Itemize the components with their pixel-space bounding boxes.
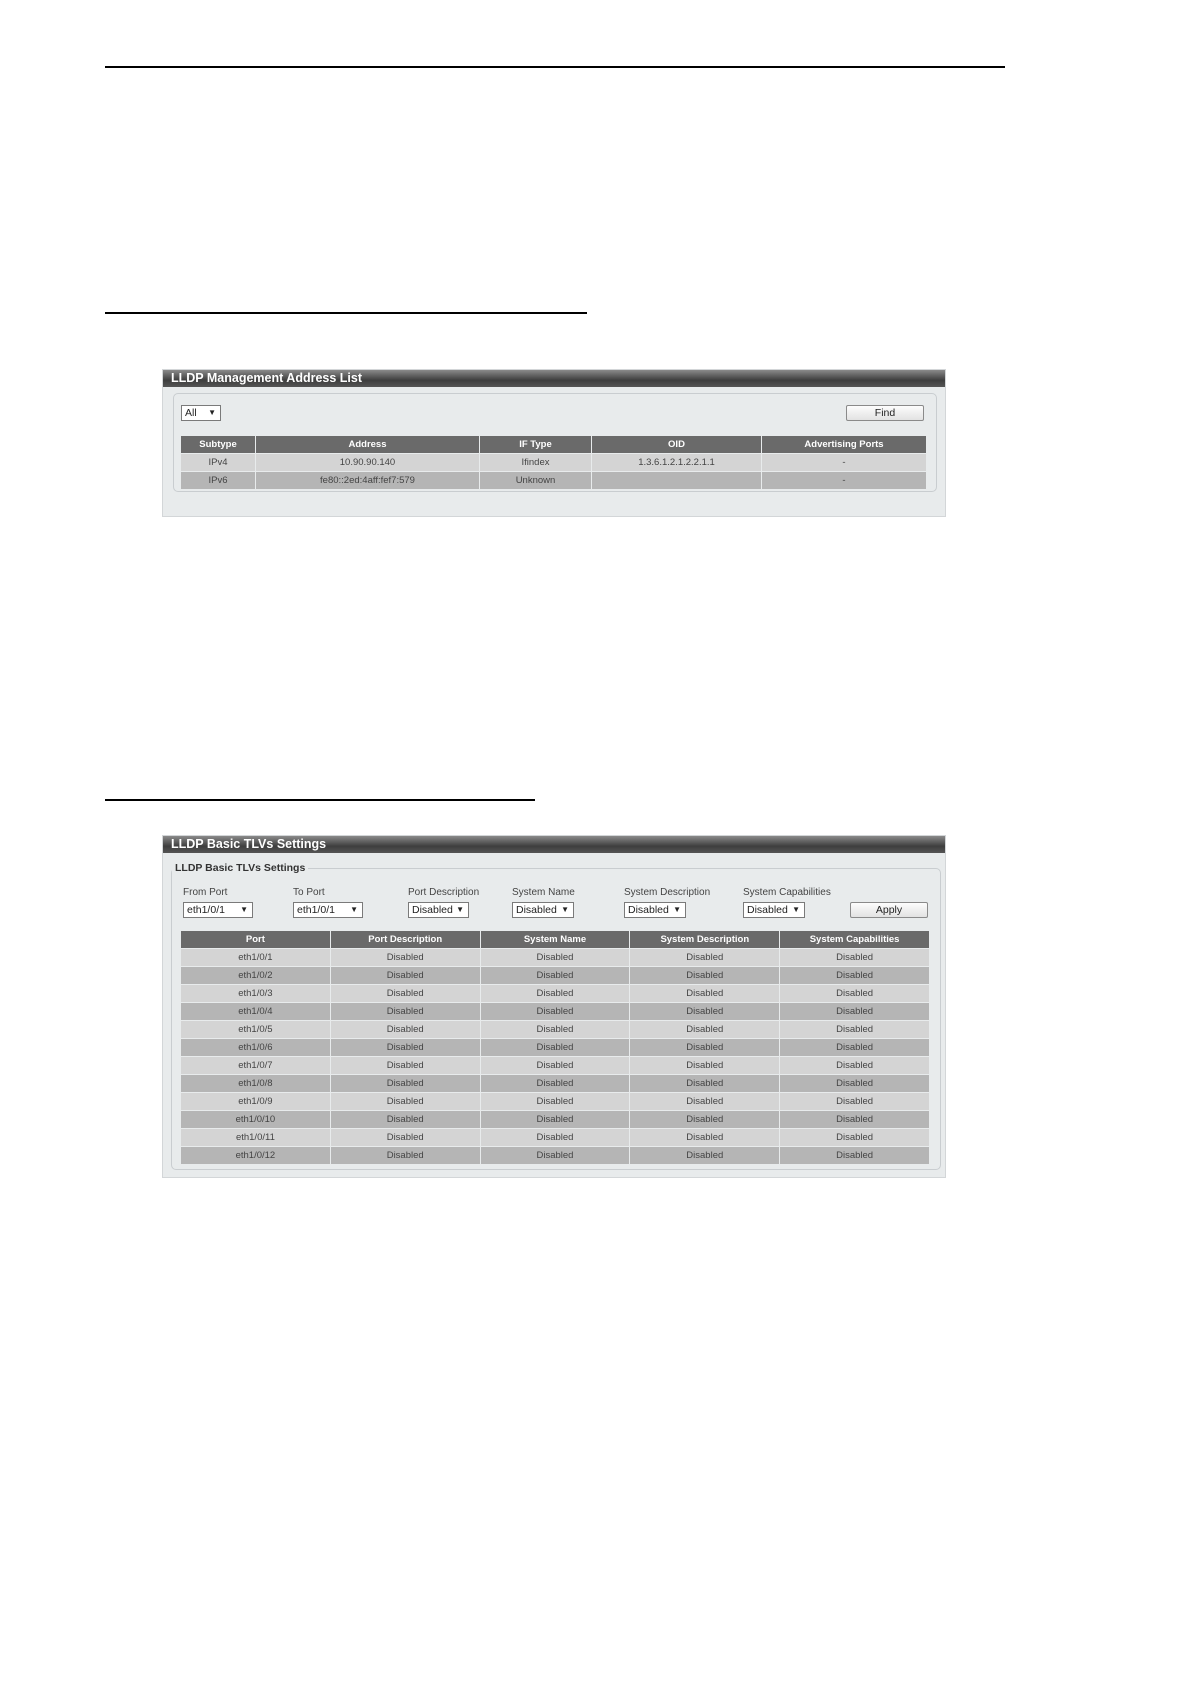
table-row [181,1129,930,1147]
table-row [181,985,930,1003]
table-cell: eth1/0/11 [181,1129,331,1147]
table-cell: eth1/0/8 [181,1075,331,1093]
table-cell: Disabled [480,1147,630,1165]
table-row [181,1147,930,1165]
system-capabilities-select[interactable] [743,902,805,918]
table-cell: Disabled [630,1147,780,1165]
table-row [181,967,930,985]
table-cell: Disabled [630,1039,780,1057]
table-cell: - [762,472,927,490]
table-cell: Disabled [780,1147,930,1165]
table-row [181,1039,930,1057]
table-row [181,1057,930,1075]
system-description-select[interactable] [624,902,686,918]
table-cell: 10.90.90.140 [256,454,480,472]
table-cell: Disabled [330,1057,480,1075]
table-row [181,1003,930,1021]
basic-tlvs-table [180,930,930,1165]
table-cell: Disabled [780,1039,930,1057]
table-cell: eth1/0/9 [181,1093,331,1111]
table-cell: Disabled [780,1021,930,1039]
table-cell: Disabled [630,949,780,967]
column-header: Address [256,436,480,454]
table-cell: Disabled [630,1057,780,1075]
table-cell: Disabled [330,1075,480,1093]
table-cell: Disabled [780,1057,930,1075]
table-cell: Disabled [330,985,480,1003]
table-cell: Ifindex [480,454,592,472]
table-cell: Disabled [480,967,630,985]
table-cell: Disabled [330,1129,480,1147]
table-cell: Disabled [630,1021,780,1039]
from-port-label: From Port [183,887,228,898]
table-cell: Disabled [780,1075,930,1093]
table-cell: Disabled [780,1129,930,1147]
header-rule [105,66,1005,68]
system-description-label: System Description [624,887,711,898]
lldp-management-address-panel [162,369,946,517]
lldp-basic-tlvs-panel [162,835,946,1178]
table-cell: eth1/0/2 [181,967,331,985]
table-row [181,1075,930,1093]
table-cell: Disabled [630,1129,780,1147]
table-row [181,454,927,472]
table-cell: Disabled [780,985,930,1003]
table-cell [592,472,762,490]
table-row [181,949,930,967]
table-cell: eth1/0/4 [181,1003,331,1021]
table-cell: Disabled [630,1075,780,1093]
table-cell: Disabled [480,1093,630,1111]
subtype-filter-select[interactable] [181,405,221,421]
dropdown-arrow-icon: ▼ [792,905,800,914]
table-cell: Disabled [780,967,930,985]
system-name-label: System Name [512,887,575,898]
table-cell: Disabled [480,1057,630,1075]
table-cell: Disabled [330,1003,480,1021]
column-header: Advertising Ports [762,436,927,454]
table-row [181,1093,930,1111]
fieldset-legend: LLDP Basic TLVs Settings [172,862,308,874]
column-header: OID [592,436,762,454]
column-header: Port Description [330,931,480,949]
dropdown-arrow-icon: ▼ [456,905,464,914]
table-cell: Disabled [330,1147,480,1165]
table-cell: Disabled [630,1111,780,1129]
table-cell: eth1/0/12 [181,1147,331,1165]
table-cell: Disabled [780,1111,930,1129]
system-name-select[interactable] [512,902,574,918]
table-cell: Disabled [330,1093,480,1111]
table-cell: eth1/0/5 [181,1021,331,1039]
table-cell: Disabled [330,1111,480,1129]
select-value: Disabled [747,904,788,916]
table-cell: Disabled [480,1003,630,1021]
table-cell: eth1/0/7 [181,1057,331,1075]
table-cell: Disabled [480,1111,630,1129]
table-cell: Disabled [330,949,480,967]
table-cell: Disabled [480,1075,630,1093]
table-row [181,472,927,490]
table-cell: Disabled [630,1093,780,1111]
table-cell: Disabled [480,1129,630,1147]
table-cell: Disabled [330,967,480,985]
select-value: Disabled [412,904,453,916]
management-address-table [180,435,927,490]
table-cell: eth1/0/3 [181,985,331,1003]
table-cell: Disabled [780,1003,930,1021]
select-value: Disabled [516,904,557,916]
panel-title: LLDP Basic TLVs Settings [163,836,945,853]
table-cell: fe80::2ed:4aff:fef7:579 [256,472,480,490]
table-cell: IPv6 [181,472,256,490]
column-header: System Name [480,931,630,949]
table-cell: eth1/0/10 [181,1111,331,1129]
to-port-label: To Port [293,887,325,898]
dropdown-arrow-icon: ▼ [240,905,248,914]
column-header: Subtype [181,436,256,454]
dropdown-arrow-icon: ▼ [350,905,358,914]
table-row [181,1021,930,1039]
table-cell: Disabled [480,985,630,1003]
table-cell: Disabled [480,1021,630,1039]
column-header: Port [181,931,331,949]
table-cell: Disabled [330,1039,480,1057]
table-cell: Disabled [480,949,630,967]
section-underline-1 [105,312,587,314]
table-cell: Disabled [630,985,780,1003]
table-cell: Disabled [480,1039,630,1057]
table-cell: Disabled [330,1021,480,1039]
dropdown-arrow-icon: ▼ [673,905,681,914]
table-cell: - [762,454,927,472]
table-cell: eth1/0/1 [181,949,331,967]
table-cell: IPv4 [181,454,256,472]
select-value: eth1/0/1 [187,904,225,916]
column-header: IF Type [480,436,592,454]
table-cell: Disabled [630,967,780,985]
select-value: All [185,407,197,419]
to-port-select[interactable] [293,902,363,918]
from-port-select[interactable] [183,902,253,918]
apply-button[interactable]: Apply [850,902,928,918]
panel-title: LLDP Management Address List [163,370,945,387]
table-cell: Disabled [780,949,930,967]
table-cell: Disabled [780,1093,930,1111]
dropdown-arrow-icon: ▼ [561,905,569,914]
table-cell: Unknown [480,472,592,490]
table-cell: Disabled [630,1003,780,1021]
table-cell: 1.3.6.1.2.1.2.2.1.1 [592,454,762,472]
column-header: System Capabilities [780,931,930,949]
system-capabilities-label: System Capabilities [743,887,831,898]
table-cell: eth1/0/6 [181,1039,331,1057]
dropdown-arrow-icon: ▼ [208,408,216,417]
section-underline-2 [105,799,535,801]
select-value: eth1/0/1 [297,904,335,916]
select-value: Disabled [628,904,669,916]
port-description-label: Port Description [408,887,480,898]
table-row [181,1111,930,1129]
column-header: System Description [630,931,780,949]
port-description-select[interactable] [408,902,469,918]
find-button[interactable]: Find [846,405,924,421]
